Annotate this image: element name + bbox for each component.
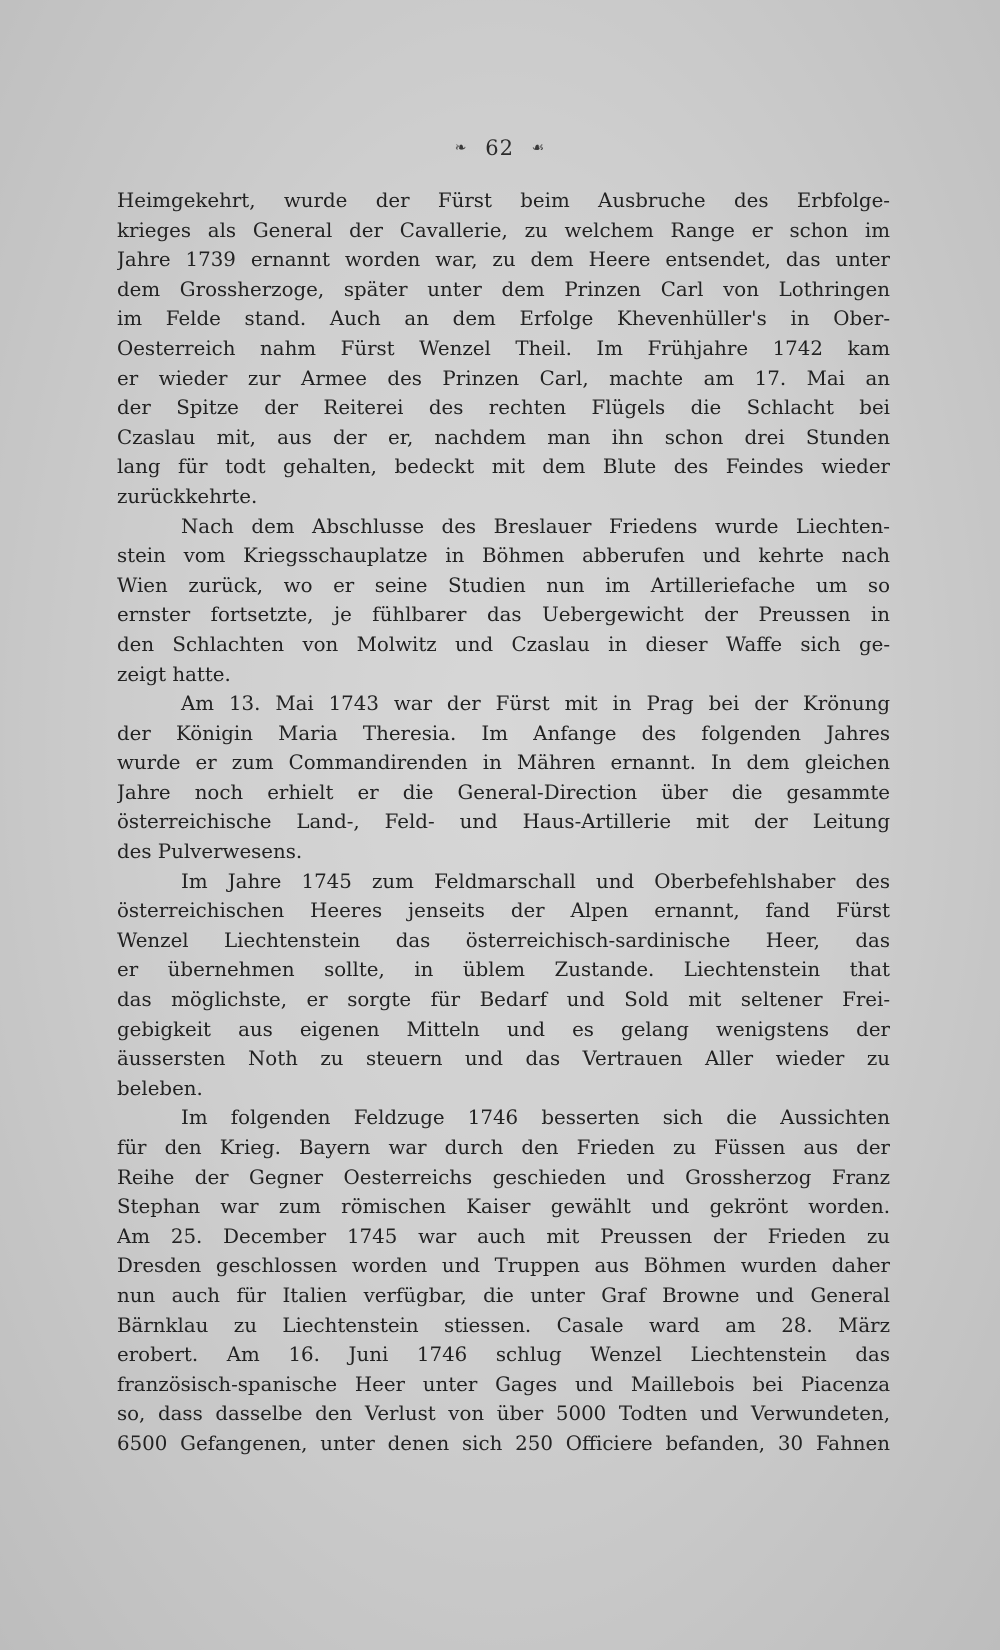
text-line: Bärnklau zu Liechtenstein stiessen. Casale ward am 28. März — [117, 1313, 890, 1337]
text-line: beleben. — [117, 1076, 203, 1100]
text-line: nun auch für Italien verfügbar, die unter Graf Browne und General — [117, 1283, 890, 1307]
page-number: 62 — [485, 136, 514, 160]
text-line: lang für todt gehalten, bedeckt mit dem Blute des Feindes wieder — [117, 455, 890, 479]
text-line: stein vom Kriegsschauplatze in Böhmen abberufen und kehrte nach — [117, 544, 890, 568]
text-line: wurde er zum Commandirenden in Mähren ernannt. In dem gleichen — [117, 751, 890, 775]
text-line: Im Jahre 1745 zum Feldmarschall und Oberbefehlshaber des — [181, 869, 890, 893]
text-line: Wien zurück, wo er seine Studien nun im Artilleriefache um so — [117, 573, 890, 597]
text-line: Reihe der Gegner Oesterreichs geschieden und Grossherzog Franz — [117, 1165, 890, 1189]
text-line: der Spitze der Reiterei des rechten Flügels die Schlacht bei — [117, 396, 890, 420]
ornament-right-icon: ☙ — [531, 140, 546, 156]
text-line: den Schlachten von Molwitz und Czaslau in dieser Waffe sich ge- — [117, 632, 890, 656]
text-line: Nach dem Abschlusse des Breslauer Friedens wurde Liechten- — [181, 514, 890, 538]
text-line: Am 13. Mai 1743 war der Fürst mit in Prag bei der Krönung — [181, 692, 890, 716]
text-line: so, dass dasselbe den Verlust von über 5000 Todten und Verwundeten, — [117, 1402, 890, 1426]
text-line: österreichischen Heeres jenseits der Alpen ernannt, fand Fürst — [117, 899, 890, 923]
text-line: Czaslau mit, aus der er, nachdem man ihn schon drei Stunden — [117, 425, 890, 449]
text-line: Am 25. December 1745 war auch mit Preussen der Frieden zu — [117, 1224, 890, 1248]
ornament-left-icon: ❧ — [454, 140, 468, 156]
text-line: französisch-spanische Heer unter Gages und Maillebois bei Piacenza — [117, 1372, 890, 1396]
text-line: Oesterreich nahm Fürst Wenzel Theil. Im Frühjahre 1742 kam — [117, 336, 890, 360]
text-line: Dresden geschlossen worden und Truppen aus Böhmen wurden daher — [117, 1254, 890, 1278]
text-line: Wenzel Liechtenstein das österreichisch-sardinische Heer, das — [117, 928, 890, 952]
text-line: krieges als General der Cavallerie, zu welchem Range er schon im — [117, 218, 890, 242]
page-header — [0, 136, 1000, 160]
text-line: ernster fortsetzte, je fühlbarer das Uebergewicht der Preussen in — [117, 603, 890, 627]
text-line: das möglichste, er sorgte für Bedarf und Sold mit seltener Frei- — [117, 988, 890, 1012]
text-line: des Pulverwesens. — [117, 840, 303, 864]
body-text — [117, 186, 890, 1459]
text-line: zurückkehrte. — [117, 484, 258, 508]
text-line: Jahre 1739 ernannt worden war, zu dem Heere entsendet, das unter — [117, 248, 890, 272]
text-line: Im folgenden Feldzuge 1746 besserten sich die Aussichten — [181, 1106, 890, 1130]
text-line: zeigt hatte. — [117, 662, 231, 686]
text-line: Heimgekehrt, wurde der Fürst beim Ausbruche des Erbfolge- — [117, 189, 890, 212]
text-line: dem Grossherzoge, später unter dem Prinzen Carl von Lothringen — [117, 277, 890, 301]
text-line: 6500 Gefangenen, unter denen sich 250 Officiere befanden, 30 Fahnen — [117, 1431, 890, 1455]
text-line: äussersten Noth zu steuern und das Vertrauen Aller wieder zu — [117, 1047, 890, 1071]
text-line: im Felde stand. Auch an dem Erfolge Khevenhüller's in Ober- — [117, 307, 890, 331]
text-line: Stephan war zum römischen Kaiser gewählt und gekrönt worden. — [117, 1195, 890, 1219]
text-line: österreichische Land-, Feld- und Haus-Artillerie mit der Leitung — [117, 810, 890, 834]
text-line: gebigkeit aus eigenen Mitteln und es gelang wenigstens der — [117, 1017, 890, 1041]
text-line: er übernehmen sollte, in üblem Zustande. Liechtenstein that — [117, 958, 890, 982]
text-line: für den Krieg. Bayern war durch den Frieden zu Füssen aus der — [117, 1136, 890, 1159]
text-line: er wieder zur Armee des Prinzen Carl, machte am 17. Mai an — [117, 366, 890, 390]
text-line: Jahre noch erhielt er die General-Direction über die gesammte — [117, 780, 890, 804]
text-line: der Königin Maria Theresia. Im Anfange des folgenden Jahres — [117, 721, 890, 745]
text-line: erobert. Am 16. Juni 1746 schlug Wenzel Liechtenstein das — [117, 1343, 890, 1367]
